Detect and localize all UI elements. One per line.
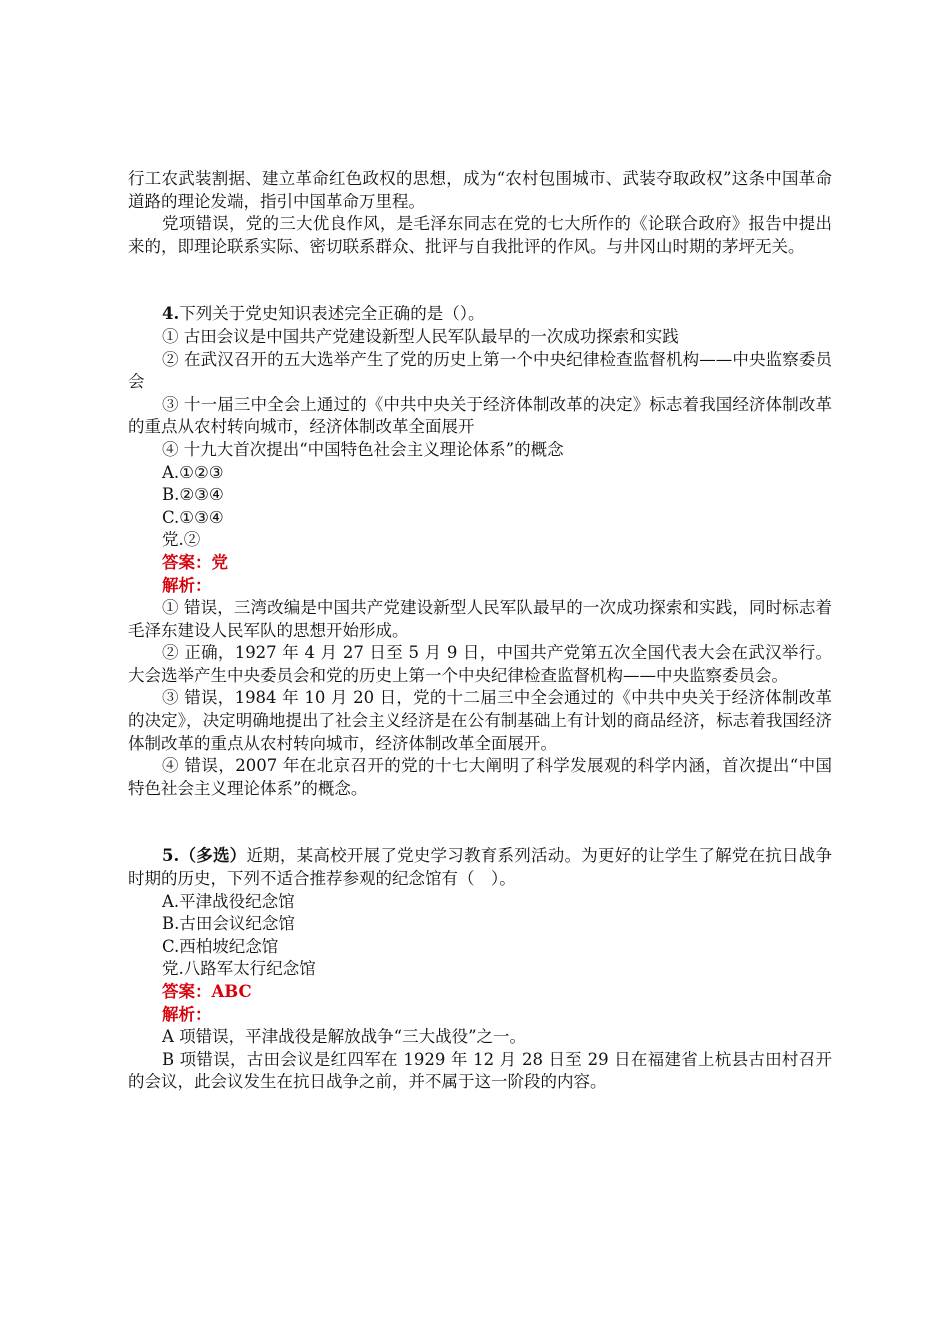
question-5-number: 5. [162, 846, 180, 866]
q4-option-b: B.②③④ [162, 485, 224, 505]
q4-statement-1: ① 古田会议是中国共产党建设新型人民军队最早的一次成功探索和实践 [162, 326, 679, 346]
q4-statement-3: ③ 十一届三中全会上通过的《中共中央关于经济体制改革的决定》标志着我国经济体制改革的重点从农村转向城市，经济体制改革全面展开 [128, 394, 832, 437]
q5-option-d: 党.八路军太行纪念馆 [162, 959, 316, 979]
question-5-stem [128, 845, 832, 890]
intro-paragraph-2: 党项错误，党的三大优良作风，是毛泽东同志在党的七大所作的《论联合政府》报告中提出来的，即理论联系实际、密切联系群众、批评与自我批评的作风。与井冈山时期的茅坪无关。 [128, 214, 832, 256]
q4-analysis-label: 解析： [162, 575, 212, 595]
document-page [128, 168, 832, 1094]
q5-answer: 答案：ABC [162, 982, 252, 1001]
section-gap [128, 800, 832, 845]
q4-option-d: 党.② [162, 530, 201, 550]
q4-statement-2: ② 在武汉召开的五大选举产生了党的历史上第一个中央纪律检查监督机构——中央监察委员会 [128, 349, 832, 392]
section-gap [128, 258, 832, 303]
q5-option-b: B.古田会议纪念馆 [162, 914, 295, 934]
question-4-text: 下列关于党史知识表述完全正确的是（）。 [179, 304, 485, 324]
intro-paragraph-1: 行工农武装割据、建立革命红色政权的思想，成为“农村包围城市、武装夺取政权”这条中国革命道路的理论发端，指引中国革命万里程。 [128, 169, 832, 211]
question-5-text: 近期，某高校开展了党史学习教育系列活动。为更好的让学生了解党在抗日战争时期的历史，下列不适合推荐参观的纪念馆有（ ）。 [128, 846, 833, 889]
q4-analysis-3: ③ 错误，1984 年 10 月 20 日，党的十二届三中全会通过的《中共中央关于经济体制改革的决定》，决定明确地提出了社会主义经济是在公有制基础上有计划的商品经济，标志着我国经济体制改革的重点从农村转向城市，经济体制改革全面展开。 [128, 688, 832, 753]
q5-option-c: C.西柏坡纪念馆 [162, 936, 279, 956]
q5-analysis-1: A 项错误，平津战役是解放战争“三大战役”之一。 [162, 1027, 527, 1047]
q4-analysis-1: ① 错误，三湾改编是中国共产党建设新型人民军队最早的一次成功探索和实践，同时标志着毛泽东建设人民军队的思想开始形成。 [128, 598, 832, 640]
q4-statement-4: ④ 十九大首次提出“中国特色社会主义理论体系”的概念 [162, 439, 564, 459]
question-4-stem [128, 303, 832, 326]
q5-analysis-2: B 项错误，古田会议是红四军在 1929 年 12 月 28 日至 29 日在福建省上杭县古田村召开的会议，此会议发生在抗日战争之前，并不属于这一阶段的内容。 [128, 1049, 832, 1092]
question-4-number: 4. [162, 304, 180, 324]
q5-option-a: A.平津战役纪念馆 [162, 891, 295, 911]
q4-analysis-4: ④ 错误，2007 年在北京召开的党的十七大阐明了科学发展观的科学内涵，首次提出“中国特色社会主义理论体系”的概念。 [128, 756, 832, 798]
q4-analysis-2: ② 正确，1927 年 4 月 27 日至 5 月 9 日，中国共产党第五次全国代表大会在武汉举行。大会选举产生中央委员会和党的历史上第一个中央纪律检查监督机构——中央监察委员会。 [128, 643, 832, 685]
q5-analysis-label: 解析： [162, 1004, 212, 1024]
q4-option-a: A.①②③ [162, 462, 224, 482]
question-5-tag: （多选） [179, 846, 247, 866]
q4-option-c: C.①③④ [162, 507, 224, 527]
q4-answer: 答案：党 [162, 552, 228, 572]
